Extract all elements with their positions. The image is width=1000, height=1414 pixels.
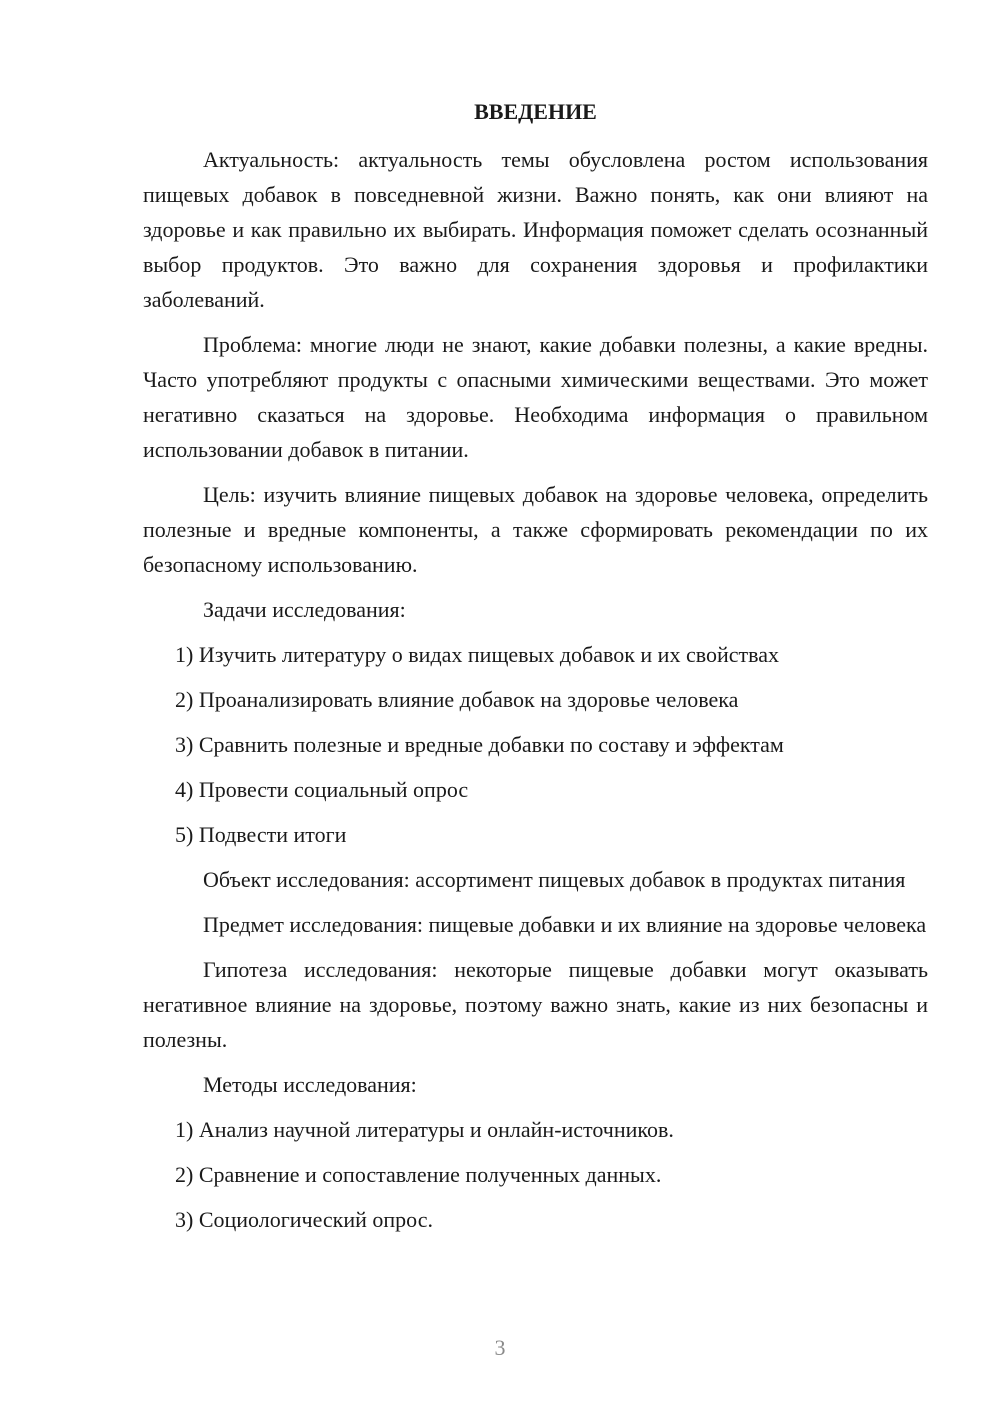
methods-list <box>143 1112 928 1237</box>
method-item: 1) Анализ научной литературы и онлайн-источников. <box>175 1117 674 1142</box>
methods-heading: Методы исследования: <box>203 1072 417 1097</box>
page-title: ВВЕДЕНИЕ <box>474 99 597 124</box>
method-item: 3) Социологический опрос. <box>175 1207 433 1232</box>
task-item: 1) Изучить литературу о видах пищевых добавок и их свойствах <box>175 642 779 667</box>
method-item: 2) Сравнение и сопоставление полученных данных. <box>175 1162 662 1187</box>
task-item: 2) Проанализировать влияние добавок на здоровье человека <box>175 687 739 712</box>
tasks-heading: Задачи исследования: <box>203 597 406 622</box>
task-item: 5) Подвести итоги <box>175 822 347 847</box>
tasks-list <box>143 637 928 852</box>
object-paragraph: Объект исследования: ассортимент пищевых добавок в продуктах питания <box>203 867 906 892</box>
task-item: 4) Провести социальный опрос <box>175 777 469 802</box>
page-content <box>143 94 928 1247</box>
hypothesis-paragraph: Гипотеза исследования: некоторые пищевые добавки могут оказывать негативное влияние на здоровье, поэтому важно знать, какие из них безопасны и полезны. <box>143 957 928 1052</box>
problem-paragraph: Проблема: многие люди не знают, какие добавки полезны, а какие вредны. Часто употребляют продукты с опасными химическими веществами. Это может негативно сказаться на здоровье. Необходима информация о правильном использовании добавок в питании. <box>143 332 928 462</box>
relevance-paragraph: Актуальность: актуальность темы обусловлена ростом использования пищевых добавок в повседневной жизни. Важно понять, как они влияют на здоровье и как правильно их выбирать. Информация поможет сделать осознанный выбор продуктов. Это важно для сохранения здоровья и профилактики заболеваний. <box>143 147 928 312</box>
page-number: 3 <box>494 1335 506 1360</box>
task-item: 3) Сравнить полезные и вредные добавки по составу и эффектам <box>175 732 784 757</box>
goal-paragraph: Цель: изучить влияние пищевых добавок на здоровье человека, определить полезные и вредные компоненты, а также сформировать рекомендации по их безопасному использованию. <box>143 482 928 577</box>
subject-paragraph: Предмет исследования: пищевые добавки и их влияние на здоровье человека <box>203 912 927 937</box>
